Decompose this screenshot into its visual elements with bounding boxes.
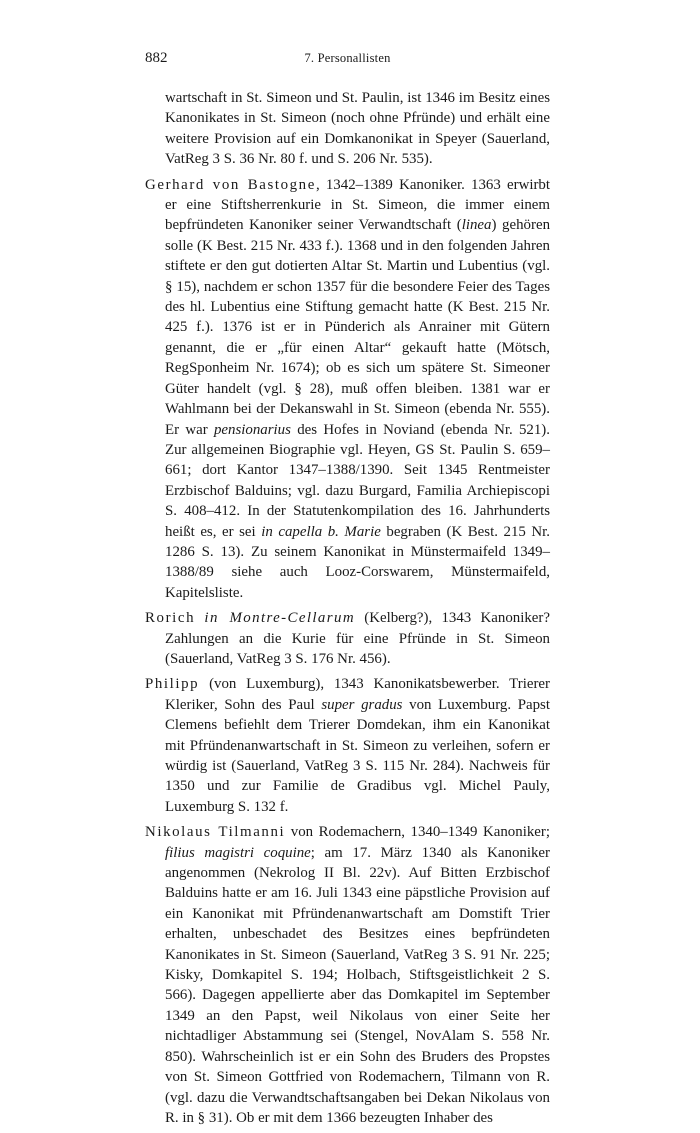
entry-nikolaus-tilmanni [145,822,550,1128]
entry-text: wartschaft in St. Simeon und St. Paulin, ist 1346 im Besitz eines Kanonikates in St. Simeon (noch ohne Pfründe) und erhält eine weitere Provision auf ein Domkanonikat in Speyer (Sauerland, VatReg 3 S. 36 Nr. 80 f. und S. 206 Nr. 535). [165,90,550,168]
entry-italic: linea [461,217,492,234]
entry-gerhard-von-bastogne [145,175,550,604]
entry-italic: in Montre-Cellarum [204,610,355,627]
body-text [145,88,550,1133]
entry-name: Rorich [145,610,196,627]
entry-italic: super gradus [321,696,403,713]
entry-italic: filius magistri coquine [165,844,311,861]
entry-text: ; am 17. März 1340 als Kanoniker angenommen (Nekrolog II Bl. 22v). Auf Bitten Erzbischof Balduins hatte er am 16. Juli 1343 eine päpstliche Provision auf ein Kanonikat mit Pfründenanwartschaft am Domstift Trier erhalten, unbeschadet des Besitzes eines bepfründeten Kanonikates in St. Simeon (Sauerland, VatReg 3 S. 91 Nr. 225; Kisky, Domkapitel S. 194; Holbach, Stiftsgeistlichkeit 2 S. 566). Dagegen appellierte aber das Domkapitel im September 1349 an den Papst, weil Nikolaus von einer Seite her nichtadliger Abstammung sei (Stengel, NovAlam S. 558 Nr. 850). Wahrscheinlich ist er ein Sohn des Bruders des Propstes von St. Simeon Gottfried von Rodemachern, Tilmann von R. (vgl. dazu die Verwandtschaftsangaben bei Dekan Nikolaus von R. in § 31). Ob er mit dem 1366 bezeugten Inhaber des [165,844,550,1126]
entry-text: ) gehören solle (K Best. 215 Nr. 433 f.). 1368 und in den folgenden Jahren stiftete er den gut dotierten Altar St. Martin und Lubentius (vgl. § 15), nachdem er schon 1357 für die besondere Feier des Tages des hl. Lubentius eine Stiftung gemacht hatte (K Best. 215 Nr. 425 f.). 1376 ist er in Pünderich als Anrainer mit Gütern genannt, die er „für einen Altar“ gekauft hatte (Mötsch, RegSponheim Nr. 1674); ob es sich um spätere St. Simeoner Güter handelt (vgl. § 28), muß offen bleiben. 1381 war er Wahlmann bei der Dekanswahl in St. Simeon (ebenda Nr. 555). Er war [165,217,551,438]
entry-name: Nikolaus Tilmanni [145,824,286,841]
entry-italic: pensionarius [213,421,291,438]
entry-text: von Luxemburg. Papst Clemens befiehlt dem Trierer Domdekan, ihm ein Kanonikat mit Pfründenanwartschaft in St. Simeon zu verleihen, sofern er würdig ist (Sauerland, VatReg 3 S. 115 Nr. 284). Nachweis für 1350 und zur Familie de Gradibus vgl. Michel Pauly, Luxemburg S. 132 f. [165,696,550,815]
entry-text: des Hofes in Noviand (ebenda Nr. 521). Zur allgemeinen Biographie vgl. Heyen, GS St. Paulin S. 659–661; dort Kantor 1347–1388/1390. Seit 1345 Rentmeister Erzbischof Balduins; vgl. dazu Burgard, Familia Archiepiscopi S. 408–412. In der Statutenkompilation des 16. Jahrhunderts heißt es, er sei [165,421,550,540]
entry-name: Gerhard von Bastogne [145,176,316,193]
entry-italic: in capella b. Marie [261,523,381,540]
running-head: 7. Personallisten [304,51,391,65]
entry-philipp [145,674,550,817]
entry-text: begraben (K Best. 215 Nr. 1286 S. 13). Zu seinem Kanonikat in Münstermaifeld 1349–1388/89 siehe auch Looz-Corswarem, Münstermaifeld, Kapitelsliste. [165,523,550,601]
entry-text: von Rodemachern, 1340–1349 Kanoniker; [285,824,550,841]
entry-continuation [145,88,550,170]
entry-name: Philipp [145,676,200,693]
entry-text: (Kelberg?), 1343 Kanoniker? Zahlungen an die Kurie für eine Pfründe in St. Simeon (Sauerland, VatReg 3 S. 176 Nr. 456). [165,610,550,667]
entry-text: , 1342–1389 Kanoniker. 1363 erwirbt er eine Stiftsherrenkurie in St. Simeon, die immer einem bepfründeten Kanoniker seiner Verwandtschaft ( [165,176,550,234]
entry-text: (von Luxemburg), 1343 Kanonikatsbewerber. Trierer Kleriker, Sohn des Paul [165,676,550,713]
page-number: 882 [145,50,168,66]
entry-rorich [145,608,550,669]
